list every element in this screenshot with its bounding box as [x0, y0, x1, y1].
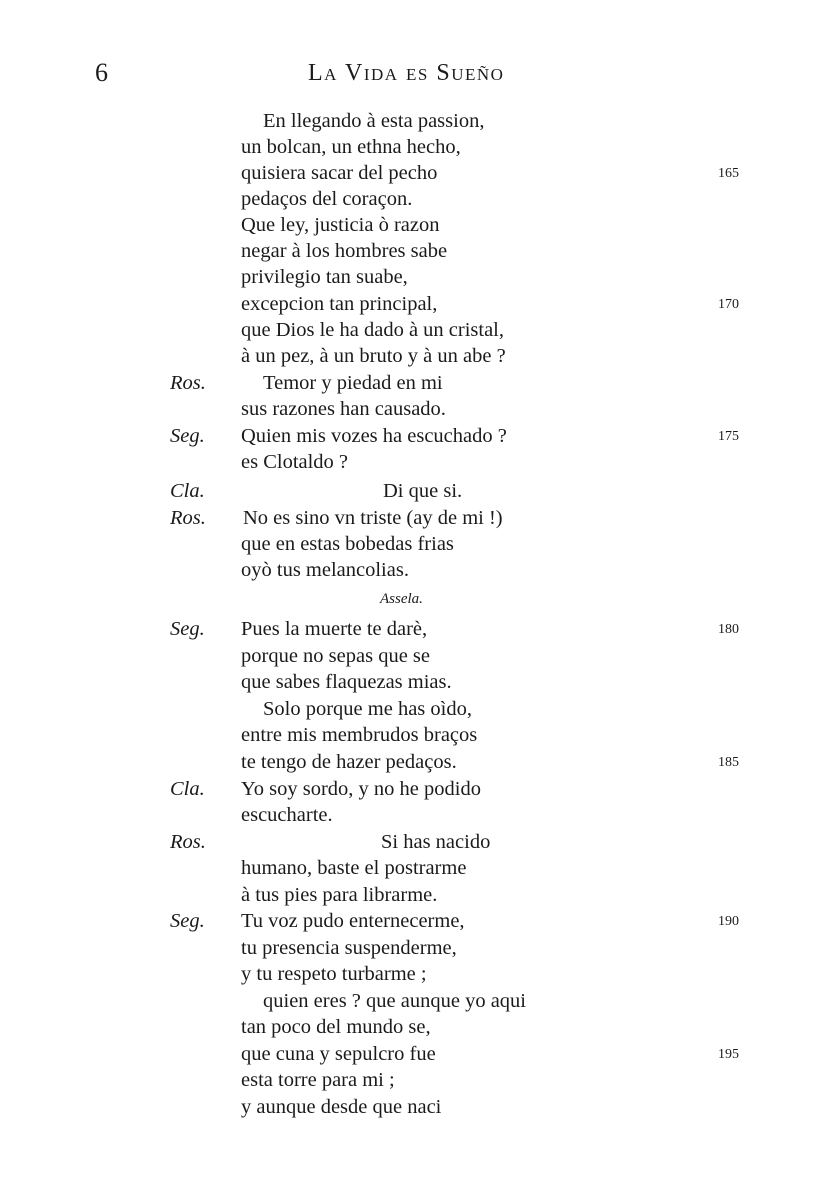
verse-line: [0, 370, 840, 397]
verse-line: [0, 238, 840, 265]
verse-line: [0, 1014, 840, 1041]
verse-line: [0, 908, 840, 935]
verse-text: es Clotaldo ?: [241, 451, 349, 473]
verse-line: [0, 669, 840, 696]
verse-line: [0, 212, 840, 239]
line-number: 180: [718, 622, 739, 637]
verse-text: quien eres ? que aunque yo aqui: [263, 990, 526, 1012]
verse-text: tu presencia suspenderme,: [241, 937, 457, 959]
verse-line: [0, 961, 840, 988]
verse-line: [0, 696, 840, 723]
verse-text: Yo soy sordo, y no he podido: [241, 778, 481, 800]
verse-line: [0, 802, 840, 829]
verse-line: [0, 749, 840, 776]
speaker-label: Seg.: [170, 910, 205, 932]
verse-line: [0, 291, 840, 318]
verse-text: oyò tus melancolias.: [241, 559, 409, 581]
verse-line: [0, 160, 840, 187]
verse-text: Que ley, justicia ò razon: [241, 214, 440, 236]
verse-text: un bolcan, un ethna hecho,: [241, 136, 461, 158]
verse-text: y aunque desde que naci: [241, 1096, 442, 1118]
verse-line: [0, 317, 840, 344]
verse-text: entre mis membrudos braços: [241, 724, 478, 746]
verse-text: porque no sepas que se: [241, 645, 431, 667]
verse-line: [0, 108, 840, 135]
verse-line: [0, 423, 840, 450]
verse-text: quisiera sacar del pecho: [241, 162, 438, 184]
speaker-label: Seg.: [170, 618, 205, 640]
speaker-label: Ros.: [170, 831, 206, 853]
verse-text: tan poco del mundo se,: [241, 1016, 431, 1038]
verse-text: pedaços del coraçon.: [241, 188, 413, 210]
verse-line: [0, 722, 840, 749]
verse-text: que en estas bobedas frias: [241, 533, 454, 555]
verse-line: [0, 449, 840, 476]
verse-text: Quien mis vozes ha escuchado ?: [241, 425, 507, 447]
verse-text: privilegio tan suabe,: [241, 266, 408, 288]
verse-line: [0, 134, 840, 161]
verse-text: à tus pies para librarme.: [241, 884, 438, 906]
line-number: 190: [718, 914, 739, 929]
verse-text: Di que si.: [383, 480, 463, 502]
verse-text: te tengo de hazer pedaços.: [241, 751, 457, 773]
verse-text: En llegando à esta passion,: [263, 110, 485, 132]
line-number: 175: [718, 429, 739, 444]
verse-text: que sabes flaquezas mias.: [241, 671, 452, 693]
verse-line: [0, 396, 840, 423]
running-title: La Vida es Sueño: [308, 60, 505, 86]
stage-direction-line: [0, 586, 840, 613]
verse-line: [0, 935, 840, 962]
verse-text: y tu respeto turbarme ;: [241, 963, 427, 985]
line-number: 185: [718, 755, 739, 770]
speaker-label: Cla.: [170, 480, 205, 502]
speaker-label: Cla.: [170, 778, 205, 800]
verse-text: Si has nacido: [381, 831, 491, 853]
verse-line: [0, 186, 840, 213]
verse-text: Tu voz pudo enternecerme,: [241, 910, 465, 932]
verse-text: à un pez, à un bruto y à un abe ?: [241, 345, 506, 367]
verse-text: Temor y piedad en mi: [263, 372, 443, 394]
verse-line: [0, 616, 840, 643]
verse-text: que Dios le ha dado à un cristal,: [241, 319, 505, 341]
verse-text: No es sino vn triste (ay de mi !): [243, 507, 503, 529]
verse-line: [0, 776, 840, 803]
verse-text: Pues la muerte te darè,: [241, 618, 428, 640]
line-number: 165: [718, 166, 739, 181]
line-number: 195: [718, 1047, 739, 1062]
verse-line: [0, 557, 840, 584]
speaker-label: Seg.: [170, 425, 205, 447]
verse-line: [0, 855, 840, 882]
verse-line: [0, 478, 840, 505]
page-number: 6: [95, 58, 108, 87]
line-number: 170: [718, 297, 739, 312]
speaker-label: Ros.: [170, 372, 206, 394]
verse-text: sus razones han causado.: [241, 398, 446, 420]
verse-text: Solo porque me has oìdo,: [263, 698, 472, 720]
verse-line: [0, 1094, 840, 1121]
verse-line: [0, 988, 840, 1015]
verse-line: [0, 531, 840, 558]
verse-line: [0, 1041, 840, 1068]
verse-line: [0, 264, 840, 291]
verse-line: [0, 1067, 840, 1094]
verse-text: negar à los hombres sabe: [241, 240, 448, 262]
speaker-label: Ros.: [170, 507, 206, 529]
verse-text: excepcion tan principal,: [241, 293, 438, 315]
verse-line: [0, 505, 840, 532]
verse-text: humano, baste el postrarme: [241, 857, 467, 879]
verse-text: esta torre para mi ;: [241, 1069, 395, 1091]
verse-text: que cuna y sepulcro fue: [241, 1043, 436, 1065]
verse-line: [0, 343, 840, 370]
verse-line: [0, 829, 840, 856]
stage-direction: Assela.: [380, 591, 423, 607]
verse-line: [0, 882, 840, 909]
verse-text: escucharte.: [241, 804, 333, 826]
verse-line: [0, 643, 840, 670]
